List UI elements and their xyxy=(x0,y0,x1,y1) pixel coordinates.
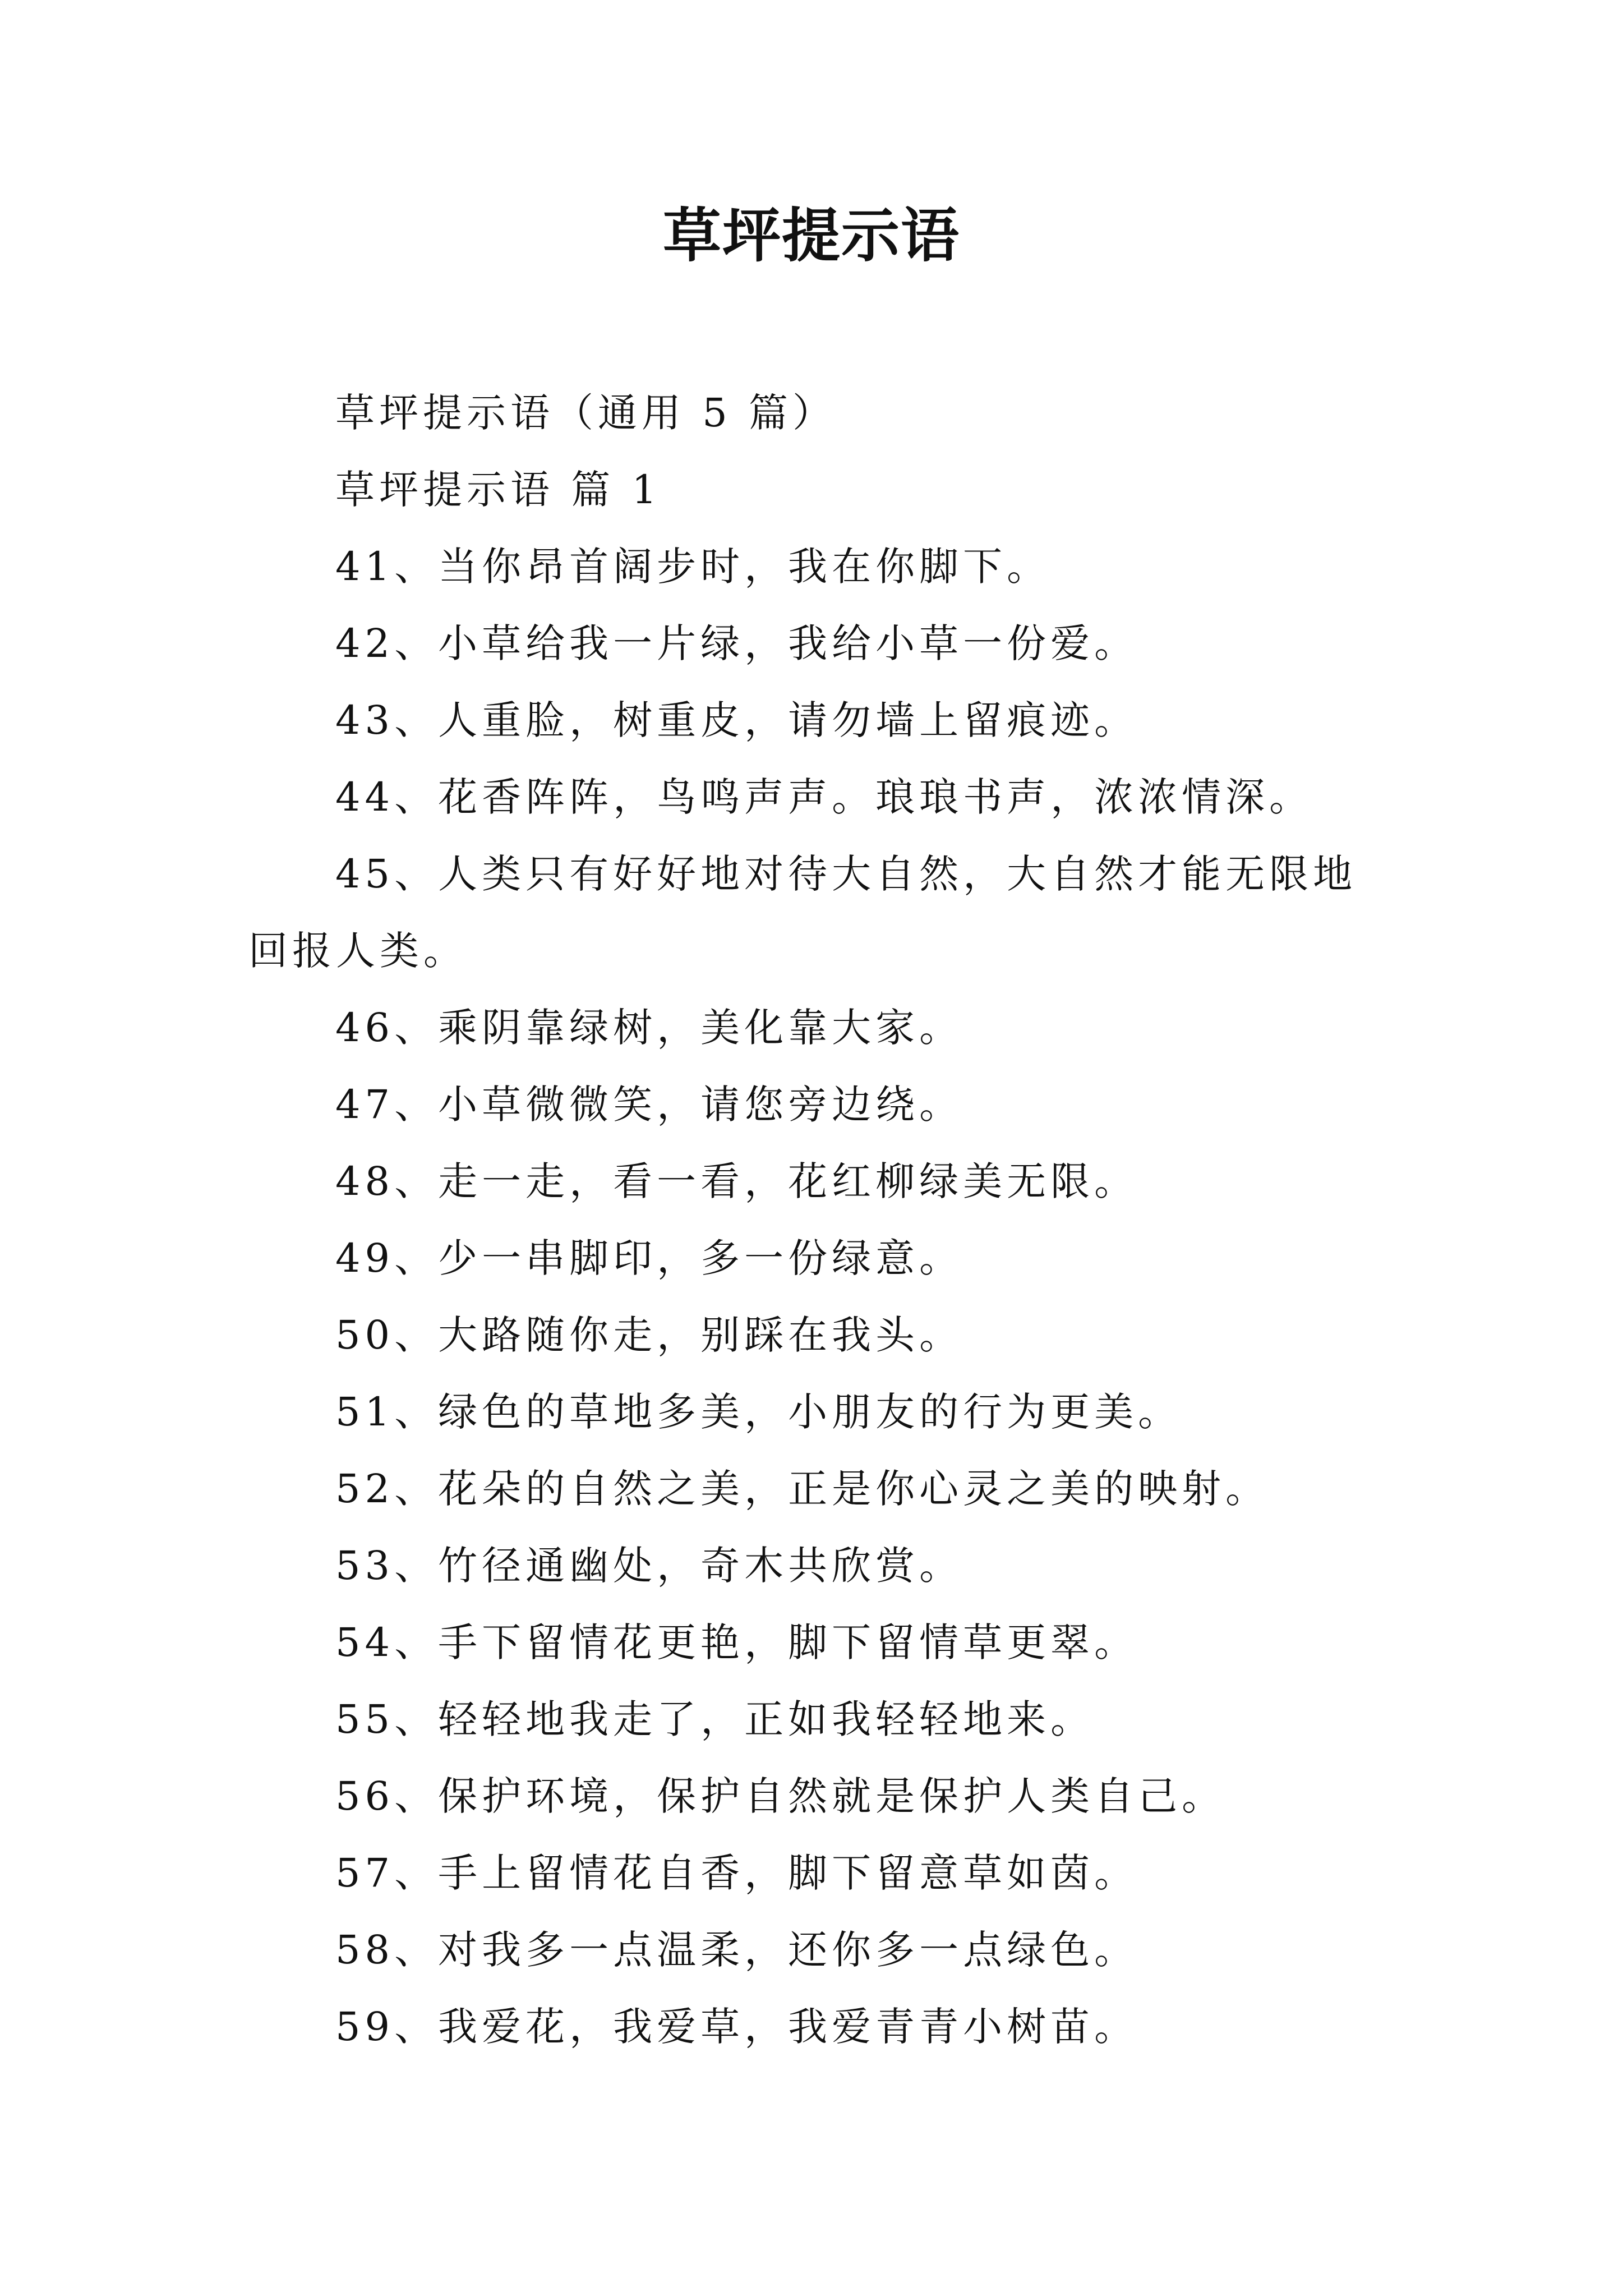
paragraph-item: 57、手上留情花自香，脚下留意草如茵。 xyxy=(335,1850,1138,1896)
paragraph-item: 54、手下留情花更艳，脚下留情草更翠。 xyxy=(335,1619,1138,1665)
document-body xyxy=(248,375,1376,2065)
paragraph-item: 49、少一串脚印，多一份绿意。 xyxy=(335,1235,963,1281)
paragraph-item: 56、保护环境，保护自然就是保护人类自己。 xyxy=(335,1773,1226,1819)
paragraph-item: 52、花朵的自然之美，正是你心灵之美的映射。 xyxy=(335,1466,1270,1512)
paragraph-item: 43、人重脸，树重皮，请勿墙上留痕迹。 xyxy=(335,697,1138,743)
paragraph-item: 45、人类只有好好地对待大自然，大自然才能无限地回报人类。 xyxy=(248,851,1357,974)
paragraph-item: 55、轻轻地我走了，正如我轻轻地来。 xyxy=(335,1696,1095,1742)
paragraph-subtitle: 草坪提示语（通用 5 篇） xyxy=(335,390,837,436)
paragraph-item: 53、竹径通幽处，奇木共欣赏。 xyxy=(335,1543,963,1589)
paragraph-item: 59、我爱花，我爱草，我爱青青小树苗。 xyxy=(335,2004,1138,2050)
paragraph-section-heading: 草坪提示语 篇 1 xyxy=(335,467,662,513)
paragraph-item: 44、花香阵阵，鸟鸣声声。琅琅书声，浓浓情深。 xyxy=(335,774,1313,820)
paragraph-item: 48、走一走，看一看，花红柳绿美无限。 xyxy=(335,1158,1138,1204)
paragraph-item: 58、对我多一点温柔，还你多一点绿色。 xyxy=(335,1927,1138,1973)
paragraph-item: 51、绿色的草地多美，小朋友的行为更美。 xyxy=(335,1389,1182,1435)
document-title: 草坪提示语 xyxy=(662,201,960,270)
paragraph-item: 46、乘阴靠绿树，美化靠大家。 xyxy=(335,1005,963,1051)
paragraph-item: 47、小草微微笑，请您旁边绕。 xyxy=(335,1082,963,1128)
paragraph-item: 42、小草给我一片绿，我给小草一份爱。 xyxy=(335,620,1138,666)
paragraph-item: 50、大路随你走，别踩在我头。 xyxy=(335,1312,963,1358)
paragraph-item: 41、当你昂首阔步时，我在你脚下。 xyxy=(335,544,1051,590)
